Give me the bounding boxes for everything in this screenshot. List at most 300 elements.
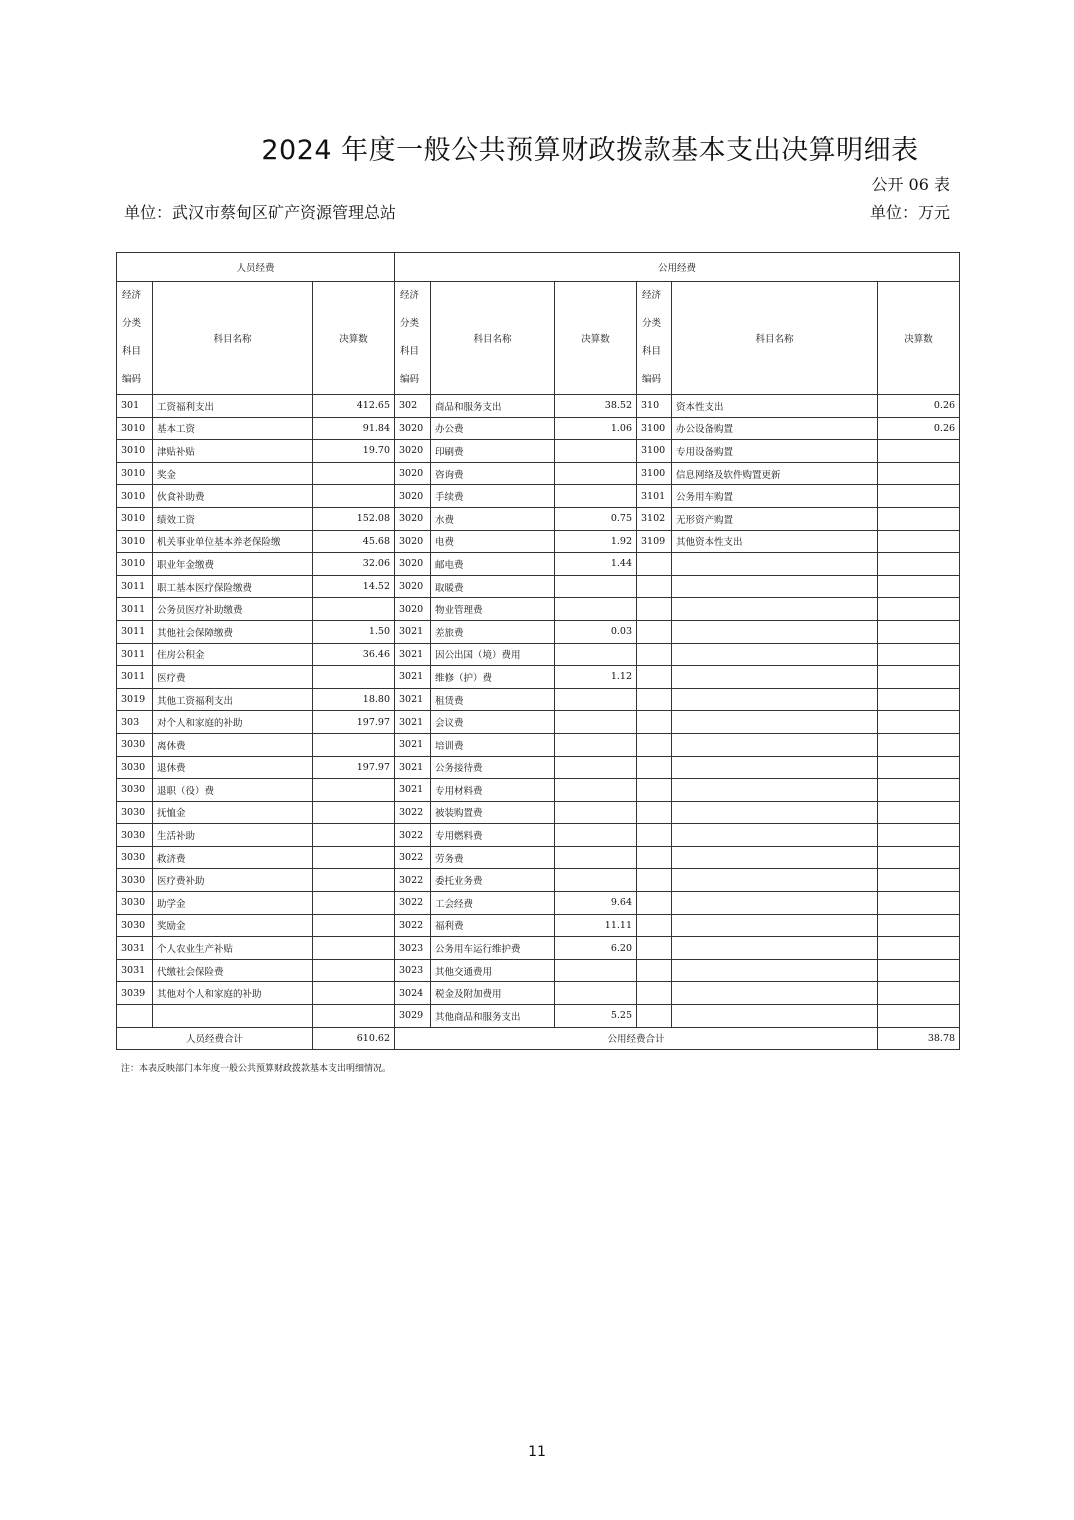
amount-cell [878,598,960,621]
amount-cell [555,485,637,508]
name-cell: 其他交通费用 [431,959,555,982]
name-cell: 专用材料费 [431,779,555,802]
code-cell: 3011 [117,598,153,621]
name-cell: 专用燃料费 [431,824,555,847]
name-cell: 代缴社会保险费 [153,959,313,982]
code-cell: 3021 [395,733,431,756]
footnote: 注：本表反映部门本年度一般公共预算财政拨款基本支出明细情况。 [121,1064,392,1074]
table-row [117,598,960,621]
code-cell [637,598,672,621]
table-row [117,643,960,666]
name-cell [672,914,878,937]
code-cell [637,892,672,915]
amount-cell [878,575,960,598]
code-cell: 3023 [395,959,431,982]
name-cell [672,892,878,915]
code-cell: 3030 [117,824,153,847]
code-cell: 3022 [395,869,431,892]
table-row [117,733,960,756]
code-cell: 3020 [395,462,431,485]
code-cell: 3021 [395,643,431,666]
code-cell: 302 [395,395,431,418]
amount-cell [878,530,960,553]
total-public-label: 公用经费合计 [395,1027,878,1050]
name-cell: 救济费 [153,846,313,869]
name-cell: 住房公积金 [153,643,313,666]
name-cell: 奖金 [153,462,313,485]
code-cell: 3031 [117,959,153,982]
code-cell: 3030 [117,801,153,824]
code-cell: 310 [637,395,672,418]
name-cell [672,575,878,598]
amount-cell [555,982,637,1005]
name-cell: 助学金 [153,892,313,915]
header-code [637,282,672,395]
table-row [117,801,960,824]
code-cell [637,620,672,643]
amount-cell: 91.84 [313,417,395,440]
name-cell: 印刷费 [431,440,555,463]
name-cell: 维修（护）费 [431,666,555,689]
code-cell: 3030 [117,733,153,756]
name-cell: 其他工资福利支出 [153,688,313,711]
code-cell [637,914,672,937]
amount-cell [878,462,960,485]
amount-cell [878,756,960,779]
code-cell: 3100 [637,417,672,440]
name-cell: 退职（役）费 [153,779,313,802]
total-personnel-value: 610.62 [313,1027,395,1050]
section-personnel: 人员经费 [117,253,395,282]
code-cell: 3100 [637,440,672,463]
name-cell: 培训费 [431,733,555,756]
name-cell: 抚恤金 [153,801,313,824]
amount-cell [313,937,395,960]
amount-cell [878,892,960,915]
amount-cell: 9.64 [555,892,637,915]
code-cell: 3021 [395,688,431,711]
amount-cell [555,575,637,598]
form-number: 公开 06 表 [871,175,950,194]
header-code [395,282,431,395]
name-cell [672,711,878,734]
code-cell [637,1005,672,1028]
code-cell [637,801,672,824]
header-code-text: 经济分类科目编码 [641,290,661,385]
amount-cell [313,485,395,508]
code-cell [637,869,672,892]
name-cell [672,666,878,689]
code-cell: 3022 [395,824,431,847]
code-cell [637,575,672,598]
code-cell: 301 [117,395,153,418]
name-cell: 对个人和家庭的补助 [153,711,313,734]
code-cell: 3022 [395,801,431,824]
code-cell: 3102 [637,507,672,530]
table-row [117,417,960,440]
code-cell [637,733,672,756]
page-number: 11 [528,1444,546,1460]
amount-cell [878,733,960,756]
name-cell [153,1005,313,1028]
amount-cell [878,937,960,960]
amount-cell: 152.08 [313,507,395,530]
code-cell: 3024 [395,982,431,1005]
name-cell: 租赁费 [431,688,555,711]
code-cell: 3021 [395,666,431,689]
code-cell: 3020 [395,575,431,598]
amount-cell [555,824,637,847]
name-cell: 因公出国（境）费用 [431,643,555,666]
amount-cell [313,982,395,1005]
name-cell: 生活补助 [153,824,313,847]
code-cell [637,937,672,960]
total-public-value: 38.78 [878,1027,960,1050]
amount-cell [878,914,960,937]
name-cell: 信息网络及软件购置更新 [672,462,878,485]
code-cell: 3011 [117,575,153,598]
amount-cell: 45.68 [313,530,395,553]
table-row [117,892,960,915]
amount-cell [555,756,637,779]
name-cell: 医疗费补助 [153,869,313,892]
code-cell: 303 [117,711,153,734]
name-cell: 商品和服务支出 [431,395,555,418]
code-cell: 3011 [117,643,153,666]
code-cell: 3101 [637,485,672,508]
amount-cell [555,643,637,666]
header-amount: 决算数 [313,282,395,395]
name-cell: 其他对个人和家庭的补助 [153,982,313,1005]
amount-cell: 14.52 [313,575,395,598]
code-cell [637,666,672,689]
code-cell: 3109 [637,530,672,553]
name-cell [672,598,878,621]
amount-cell [313,1005,395,1028]
name-cell [672,846,878,869]
amount-cell: 5.25 [555,1005,637,1028]
name-cell: 职业年金缴费 [153,553,313,576]
name-cell: 工会经费 [431,892,555,915]
header-name: 科目名称 [431,282,555,395]
name-cell: 公务员医疗补助缴费 [153,598,313,621]
amount-cell [878,688,960,711]
amount-cell [878,779,960,802]
code-cell: 3031 [117,937,153,960]
code-cell: 3020 [395,440,431,463]
total-personnel-label: 人员经费合计 [117,1027,313,1050]
code-cell [637,846,672,869]
amount-cell [878,643,960,666]
amount-cell [878,666,960,689]
code-cell: 3011 [117,666,153,689]
table-row [117,756,960,779]
amount-cell [313,801,395,824]
header-code-text: 经济分类科目编码 [121,290,141,385]
amount-cell [313,892,395,915]
name-cell: 职工基本医疗保险缴费 [153,575,313,598]
amount-cell [555,688,637,711]
code-cell [637,756,672,779]
name-cell: 离休费 [153,733,313,756]
table-row [117,462,960,485]
amount-cell [313,666,395,689]
amount-cell [878,959,960,982]
table-row [117,824,960,847]
code-cell: 3011 [117,620,153,643]
code-cell: 3020 [395,598,431,621]
amount-cell [313,462,395,485]
code-cell: 3022 [395,892,431,915]
header-amount: 决算数 [878,282,960,395]
table-row [117,575,960,598]
amount-cell: 197.97 [313,711,395,734]
amount-cell: 1.44 [555,553,637,576]
code-cell: 3020 [395,417,431,440]
amount-cell [555,462,637,485]
code-cell: 3030 [117,869,153,892]
table-row [117,440,960,463]
name-cell: 取暖费 [431,575,555,598]
amount-cell [313,869,395,892]
name-cell: 咨询费 [431,462,555,485]
name-cell: 会议费 [431,711,555,734]
header-amount: 决算数 [555,282,637,395]
name-cell: 委托业务费 [431,869,555,892]
amount-cell: 0.75 [555,507,637,530]
name-cell [672,869,878,892]
amount-cell [555,598,637,621]
table-row [117,869,960,892]
name-cell [672,1005,878,1028]
table-row [117,553,960,576]
name-cell [672,801,878,824]
amount-cell [878,711,960,734]
amount-cell [878,824,960,847]
name-cell [672,959,878,982]
name-cell: 机关事业单位基本养老保险缴 [153,530,313,553]
amount-cell [555,779,637,802]
name-cell: 津贴补贴 [153,440,313,463]
name-cell: 办公费 [431,417,555,440]
header-code-text: 经济分类科目编码 [399,290,419,385]
amount-cell: 0.26 [878,417,960,440]
amount-cell [313,824,395,847]
amount-cell [313,598,395,621]
name-cell: 其他商品和服务支出 [431,1005,555,1028]
name-cell [672,779,878,802]
name-cell [672,733,878,756]
code-cell: 3021 [395,779,431,802]
name-cell: 手续费 [431,485,555,508]
code-cell: 3010 [117,462,153,485]
code-cell: 3022 [395,914,431,937]
name-cell [672,620,878,643]
page-title: 2024 年度一般公共预算财政拨款基本支出决算明细表 [261,135,919,166]
amount-cell: 18.80 [313,688,395,711]
name-cell: 伙食补助费 [153,485,313,508]
unit-currency: 单位：万元 [869,203,950,222]
amount-cell: 0.03 [555,620,637,643]
code-cell: 3020 [395,485,431,508]
table-row [117,846,960,869]
code-cell [637,688,672,711]
code-cell [637,711,672,734]
amount-cell: 1.50 [313,620,395,643]
code-cell: 3020 [395,530,431,553]
name-cell: 工资福利支出 [153,395,313,418]
name-cell [672,937,878,960]
amount-cell: 412.65 [313,395,395,418]
name-cell: 税金及附加费用 [431,982,555,1005]
name-cell [672,756,878,779]
code-cell: 3010 [117,417,153,440]
name-cell: 个人农业生产补贴 [153,937,313,960]
amount-cell [555,869,637,892]
code-cell [637,643,672,666]
expenditure-table [116,252,960,1050]
unit-organization: 单位：武汉市蔡甸区矿产资源管理总站 [124,203,397,222]
name-cell: 被装购置费 [431,801,555,824]
table-row [117,485,960,508]
code-cell [637,824,672,847]
name-cell: 其他资本性支出 [672,530,878,553]
name-cell: 办公设备购置 [672,417,878,440]
amount-cell: 1.92 [555,530,637,553]
header-name: 科目名称 [672,282,878,395]
table-row [117,779,960,802]
name-cell: 基本工资 [153,417,313,440]
section-public: 公用经费 [395,253,960,282]
code-cell: 3010 [117,440,153,463]
code-cell: 3030 [117,892,153,915]
name-cell: 公务接待费 [431,756,555,779]
name-cell [672,824,878,847]
amount-cell [878,801,960,824]
name-cell: 其他社会保障缴费 [153,620,313,643]
table-row [117,1005,960,1028]
header-code [117,282,153,395]
amount-cell [878,869,960,892]
code-cell: 3010 [117,553,153,576]
header-name: 科目名称 [153,282,313,395]
amount-cell [878,1005,960,1028]
code-cell: 3020 [395,553,431,576]
table-row [117,395,960,418]
table-row [117,711,960,734]
amount-cell: 36.46 [313,643,395,666]
amount-cell [313,959,395,982]
name-cell [672,982,878,1005]
name-cell: 资本性支出 [672,395,878,418]
code-cell: 3030 [117,756,153,779]
amount-cell [555,733,637,756]
name-cell: 奖励金 [153,914,313,937]
amount-cell: 0.26 [878,395,960,418]
table-row [117,620,960,643]
amount-cell [878,553,960,576]
amount-cell: 1.12 [555,666,637,689]
name-cell: 水费 [431,507,555,530]
amount-cell: 6.20 [555,937,637,960]
code-cell [637,553,672,576]
amount-cell [555,440,637,463]
code-cell: 3021 [395,756,431,779]
name-cell: 专用设备购置 [672,440,878,463]
amount-cell [878,982,960,1005]
amount-cell: 38.52 [555,395,637,418]
name-cell: 物业管理费 [431,598,555,621]
code-cell: 3030 [117,779,153,802]
table-row [117,937,960,960]
code-cell [117,1005,153,1028]
amount-cell [878,507,960,530]
code-cell: 3021 [395,620,431,643]
amount-cell: 197.97 [313,756,395,779]
name-cell: 退休费 [153,756,313,779]
code-cell: 3019 [117,688,153,711]
table-row [117,959,960,982]
name-cell: 邮电费 [431,553,555,576]
name-cell [672,553,878,576]
amount-cell [878,440,960,463]
amount-cell [313,779,395,802]
table-row [117,507,960,530]
code-cell: 3010 [117,530,153,553]
code-cell: 3039 [117,982,153,1005]
name-cell: 福利费 [431,914,555,937]
table-row [117,688,960,711]
amount-cell [555,711,637,734]
code-cell: 3023 [395,937,431,960]
amount-cell [878,485,960,508]
amount-cell [313,914,395,937]
code-cell: 3100 [637,462,672,485]
code-cell: 3010 [117,485,153,508]
amount-cell: 19.70 [313,440,395,463]
name-cell: 公务用车购置 [672,485,878,508]
code-cell: 3021 [395,711,431,734]
amount-cell [313,846,395,869]
table-row [117,914,960,937]
name-cell: 绩效工资 [153,507,313,530]
table-row [117,530,960,553]
code-cell: 3020 [395,507,431,530]
amount-cell [878,846,960,869]
code-cell: 3029 [395,1005,431,1028]
name-cell: 公务用车运行维护费 [431,937,555,960]
code-cell: 3030 [117,846,153,869]
code-cell: 3022 [395,846,431,869]
amount-cell: 1.06 [555,417,637,440]
code-cell [637,959,672,982]
name-cell: 劳务费 [431,846,555,869]
amount-cell [313,733,395,756]
amount-cell [555,846,637,869]
amount-cell: 11.11 [555,914,637,937]
code-cell [637,982,672,1005]
code-cell [637,779,672,802]
name-cell: 医疗费 [153,666,313,689]
name-cell [672,643,878,666]
amount-cell [878,620,960,643]
name-cell: 无形资产购置 [672,507,878,530]
name-cell [672,688,878,711]
code-cell: 3010 [117,507,153,530]
name-cell: 电费 [431,530,555,553]
amount-cell [555,801,637,824]
code-cell: 3030 [117,914,153,937]
